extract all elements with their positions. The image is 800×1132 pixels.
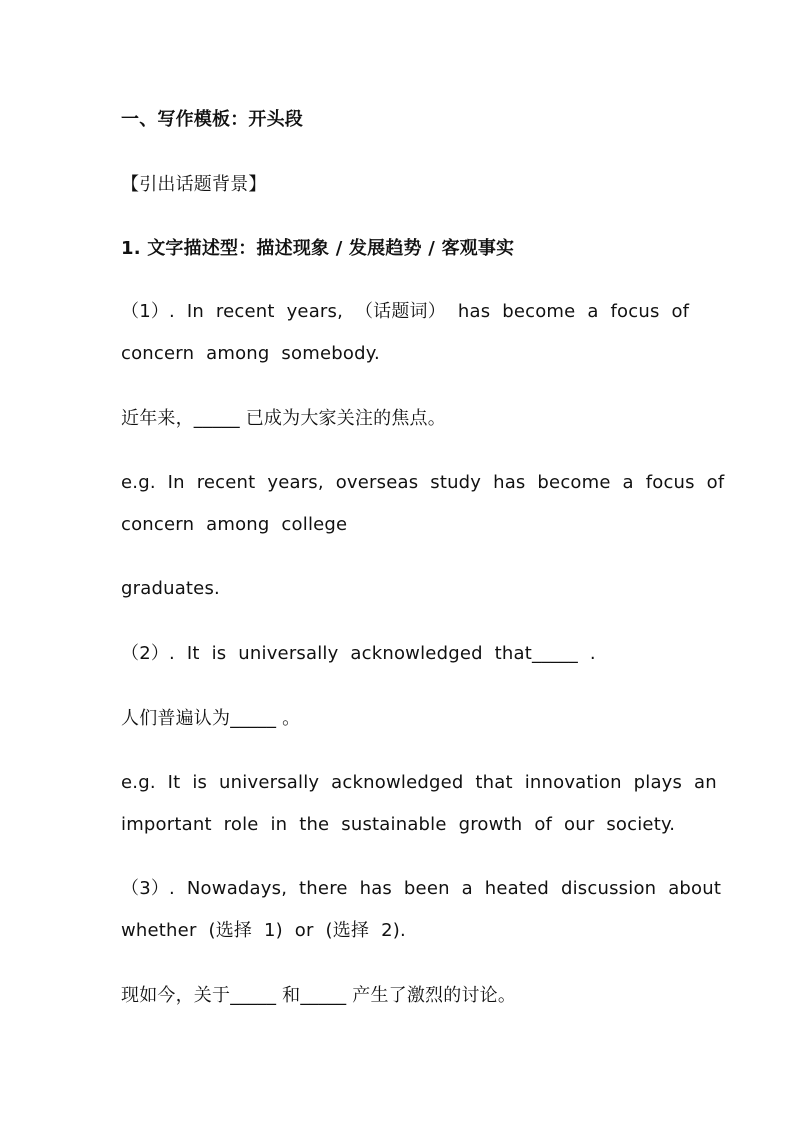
template-1-translation: 近年来，_____ 已成为大家关注的焦点。 bbox=[121, 408, 446, 429]
example-1-line-2: concern among college bbox=[121, 514, 348, 535]
template-3-line-1: （3）. Nowadays, there has been a heated discussion about bbox=[121, 878, 722, 899]
example-2-line-2: important role in the sustainable growth of our society. bbox=[121, 814, 676, 835]
template-1-line-2: concern among somebody. bbox=[121, 343, 380, 364]
subheading: 1. 文字描述型：描述现象 / 发展趋势 / 客观事实 bbox=[121, 238, 515, 259]
example-2-line-1: e.g. It is universally acknowledged that innovation plays an bbox=[121, 772, 717, 793]
template-1-line-1: （1）. In recent years, （话题词） has become a focus of bbox=[121, 301, 690, 322]
template-2-translation: 人们普遍认为_____ 。 bbox=[121, 708, 301, 729]
section-heading: 一、写作模板：开头段 bbox=[121, 109, 303, 130]
template-2-line-1: （2）. It is universally acknowledged that_____ . bbox=[121, 643, 596, 664]
section-label: 【引出话题背景】 bbox=[121, 174, 267, 195]
template-3-translation: 现如今，关于_____ 和_____ 产生了激烈的讨论。 bbox=[121, 985, 517, 1006]
example-1-line-3: graduates. bbox=[121, 578, 220, 599]
template-3-line-2: whether (选择 1) or (选择 2). bbox=[121, 920, 406, 941]
example-1-line-1: e.g. In recent years, overseas study has become a focus of bbox=[121, 472, 725, 493]
